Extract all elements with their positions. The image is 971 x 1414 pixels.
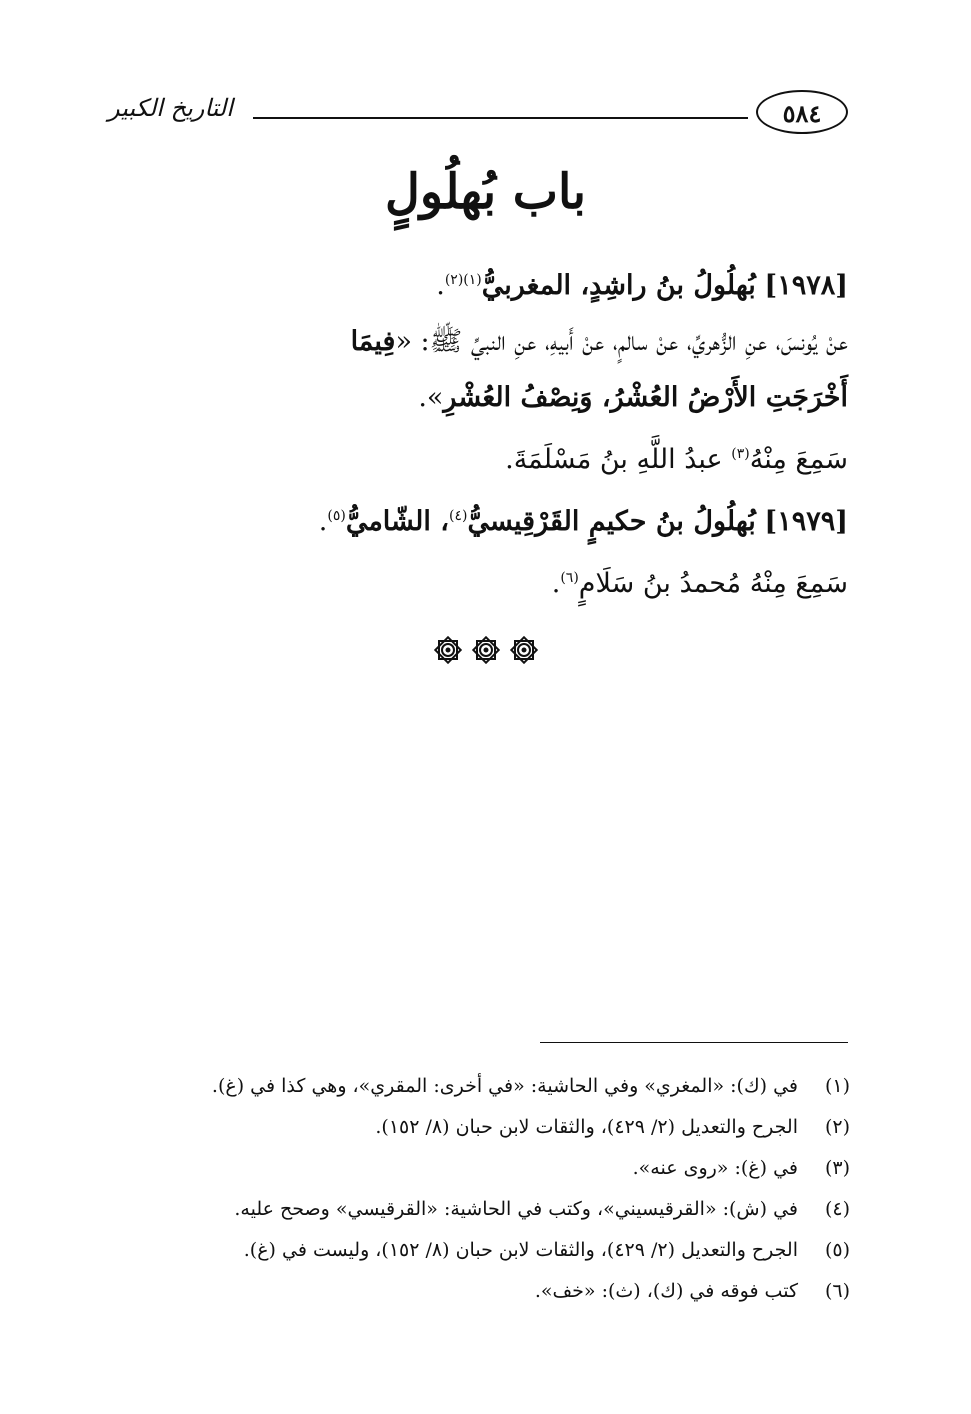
footnote-rule xyxy=(540,1042,848,1043)
entry-end: . xyxy=(318,506,328,537)
rosette-icon xyxy=(434,636,462,664)
footnote-number: (٦) xyxy=(824,1280,850,1302)
footnote-ref: (٦) xyxy=(560,570,579,586)
hadith-text: أَخْرَجَتِ الأَرْضُ العُشْرُ، وَنِصْفُ العُشْرِ xyxy=(443,382,848,413)
footnote-number: (١) xyxy=(824,1075,850,1097)
hadith-end: ». xyxy=(418,382,444,413)
rosette-icon xyxy=(510,636,538,664)
page-header xyxy=(108,88,848,146)
footnote-ref: (٣) xyxy=(731,446,750,462)
narrator-end: . xyxy=(551,568,561,599)
footnote-1 xyxy=(150,1066,850,1107)
chapter-title: باب بُهلُولٍ xyxy=(385,164,586,220)
header-rule xyxy=(253,117,748,119)
footnote-2 xyxy=(150,1107,850,1148)
footnote-3 xyxy=(150,1148,850,1189)
footnote-text: في (ش): «القرقيسيني»، وكتب في الحاشية: «القرقيسي» وصحح عليه. xyxy=(234,1198,798,1220)
footnote-4 xyxy=(150,1189,850,1230)
entry-1979 xyxy=(120,488,848,550)
entry-name: بُهلُولُ بنُ حكيمٍ القَرْقِيسيُّ xyxy=(467,506,756,537)
footnote-ref: (١)(٢) xyxy=(444,272,482,288)
hadith-line-1 xyxy=(120,314,848,370)
footnote-ref: (٥) xyxy=(327,508,346,524)
hadith-chain: عنْ يُونسَ، عنِ الزُّهريِّ، عنْ سالمٍ، عنْ أَبيهِ، عنِ النبيِّ ﷺ: « xyxy=(395,326,848,357)
footnote-5 xyxy=(150,1230,850,1271)
entry-end: . xyxy=(436,270,445,301)
rosette-icon xyxy=(472,636,500,664)
footnote-text: في (غ): «روى عنه». xyxy=(632,1157,798,1179)
narrator-text: سَمِعَ مِنْهُ مُحمدُ بنُ سَلَامٍ xyxy=(578,568,848,599)
footnote-number: (٥) xyxy=(824,1239,850,1261)
hadith-line-2 xyxy=(120,370,848,426)
footnote-number: (٤) xyxy=(824,1198,850,1220)
entry-1978 xyxy=(120,252,848,314)
footnote-number: (٣) xyxy=(824,1157,850,1179)
footnote-text: الجرح والتعديل (٢/ ٤٢٩)، والثقات لابن حبان (٨/ ١٥٢)، وليست في (غ). xyxy=(243,1239,798,1261)
footnote-number: (٢) xyxy=(824,1116,850,1138)
entry-nisba: ، الشّاميُّ xyxy=(345,506,449,537)
narrator-line-2 xyxy=(120,550,848,612)
footnote-text: في (ك): «المغري» وفي الحاشية: «في أخرى: المقري»، وهي كذا في (غ). xyxy=(211,1075,798,1097)
footnote-6 xyxy=(150,1271,850,1312)
hadith-text-start: فِيمَا xyxy=(350,326,396,357)
entry-name: بُهلُولُ بنُ راشِدٍ، المغربيُّ xyxy=(481,270,756,301)
section-ornament xyxy=(0,636,971,664)
footnote-text: كتب فوقه في (ك)، (ث): «خف». xyxy=(534,1280,798,1302)
narrator-before: سَمِعَ مِنْهُ xyxy=(749,444,848,475)
footnotes xyxy=(150,1066,850,1312)
page-number: ٥٨٤ xyxy=(756,90,848,134)
running-title: التاريخ الكبير xyxy=(108,94,233,122)
main-text xyxy=(120,252,848,612)
footnote-ref: (٤) xyxy=(448,508,468,524)
footnote-text: الجرح والتعديل (٢/ ٤٢٩)، والثقات لابن حبان (٨/ ١٥٢). xyxy=(375,1116,798,1138)
narrator-name: عبدُ اللَّهِ بنُ مَسْلَمَةَ. xyxy=(505,444,732,475)
entry-number: [١٩٧٨] xyxy=(764,270,848,301)
entry-number: [١٩٧٩] xyxy=(764,506,848,537)
narrator-line-1 xyxy=(120,426,848,488)
